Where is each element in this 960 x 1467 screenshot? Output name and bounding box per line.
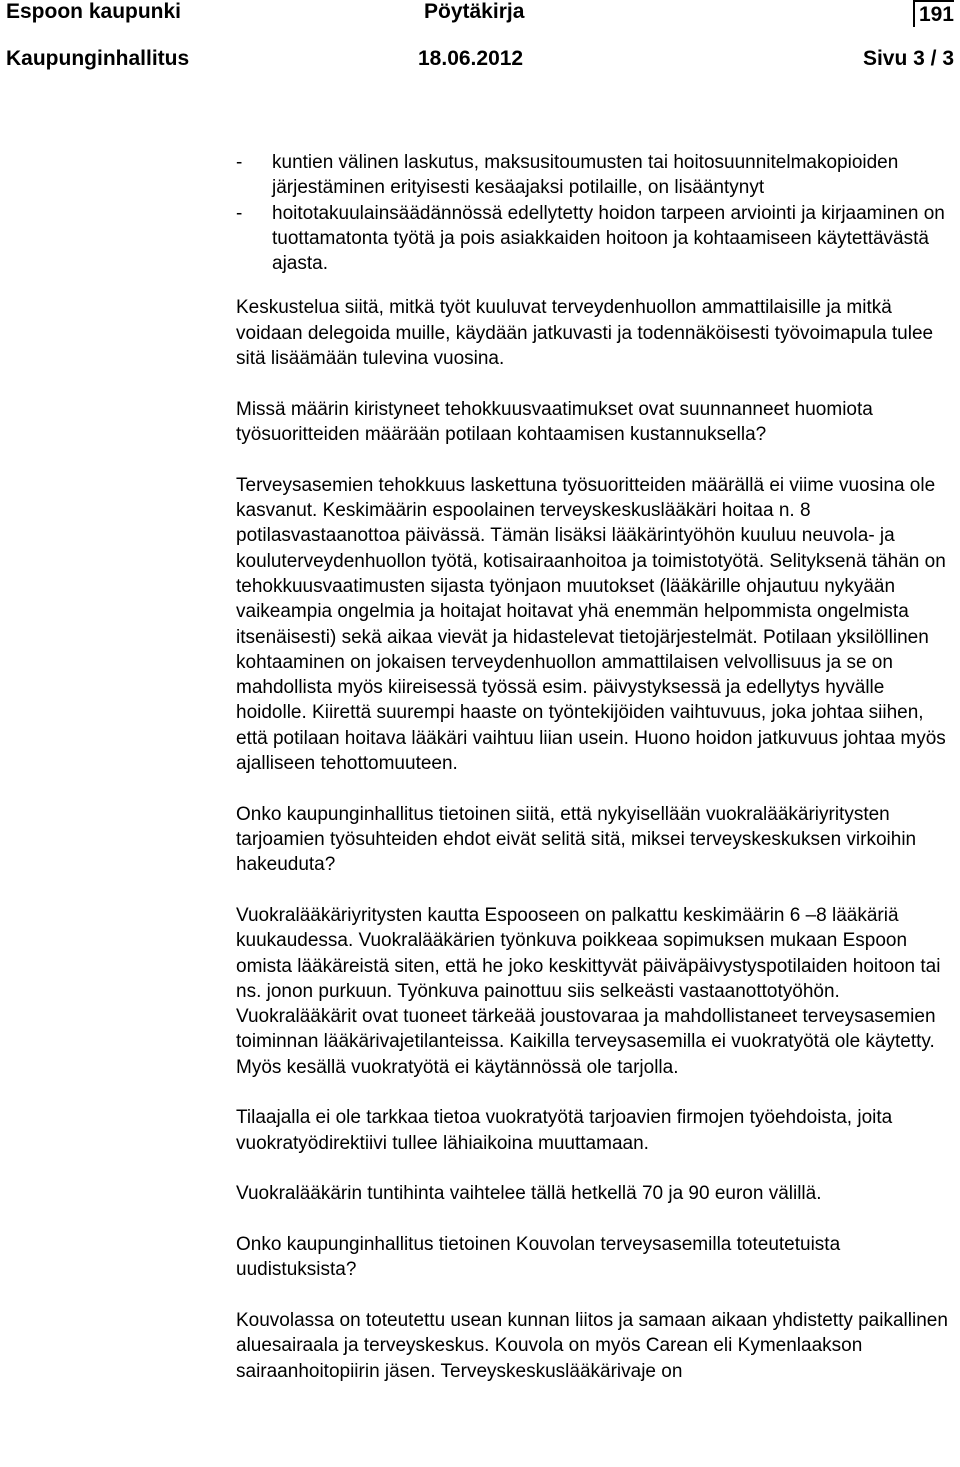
paragraph: Onko kaupunginhallitus tietoinen Kouvolan terveysasemilla toteutetuista uudistuksista? xyxy=(236,1234,841,1281)
meeting-date: 18.06.2012 xyxy=(418,47,524,70)
paragraph: Vuokralääkärin tuntihinta vaihtelee tällä hetkellä 70 ja 90 euron välillä. xyxy=(236,1183,822,1205)
bullet-list xyxy=(236,150,960,276)
paragraph: Vuokralääkäriyritysten kautta Espooseen on palkattu keskimäärin 6 –8 lääkäriä kuukaudessa. Vuokralääkärien työnkuva poikkeaa sopimuksen mukaan Espoon omista lääkäreistä siten, että he joko keskittyvät päiväpäivystyspotilaiden hoitoon tai ns. jonon purkuun. Työnkuva painottuu siis selkeästi vastaanottotyöhön. Vuokralääkärit ovat tuoneet tärkeää joustovaraa ja mahdollistaneet terveysasemien toiminnan lääkärivajetilanteissa. Kaikilla terveysasemilla ei vuokratyötä ole käytetty. Myös kesällä vuokratyötä ei käytännössä ole tarjolla. xyxy=(236,904,941,1078)
paragraph: Keskustelua siitä, mitkä työt kuuluvat terveydenhuollon ammattilaisille ja mitkä voidaan delegoida muille, käydään jatkuvasti ja todennäköisesti työvoimapula tulee sitä lisäämään tulevina vuosina. xyxy=(236,297,934,370)
list-item: - hoitotakuulainsäädännössä edellytetty hoidon tarpeen arviointi ja kirjaaminen on tuottamatonta työtä ja pois asiakkaiden hoitoon ja kohtaamiseen käytettävästä ajasta. xyxy=(236,201,960,277)
council-name: Kaupunginhallitus xyxy=(6,47,190,70)
paragraph: Terveysasemien tehokkuus laskettuna työsuoritteiden määrällä ei viime vuosina ole kasvanut. Keskimäärin espoolainen terveyskeskuslääkäri hoitaa n. 8 potilasvastaanottoa päivässä. Tämän lisäksi lääkärintyöhön kuuluu neuvola- ja kouluterveydenhuollon työtä, kotisairaanhoitoa ja toimistotyötä. Selityksenä tähän on tehokkuusvaatimusten sijasta työnjaon muutokset (lääkärille ohjautuu nykyään vaikeampia ongelmia ja hoitajat hoitavat yhä enemmän helpommista ongelmista itsenäisesti) sekä aikaa vievät ja hidastelevat tietojärjestelmät. Potilaan yksilöllinen kohtaaminen on jokaisen terveydenhuollon ammattilaisen velvollisuus ja se on mahdollista myös kiireisessä työssä esim. päivystyksessä ja edellytys hyvälle hoidolle. Kiirettä suurempi haaste on työntekijöiden vaihtuvuus, joka johtaa siihen, että potilaan hoitava lääkäri vaihtuu liian usein. Huono hoidon jatkuvuus johtaa myös ajalliseen tehottomuuteen. xyxy=(236,474,946,775)
paragraph: Missä määrin kiristyneet tehokkuusvaatimukset ovat suunnanneet huomiota työsuoritteiden määrään potilaan kohtaamisen kustannuksella? xyxy=(236,398,873,446)
page-indicator: Sivu 3 / 3 xyxy=(862,47,954,70)
paragraph: Tilaajalla ei ole tarkkaa tietoa vuokratyötä tarjoavien firmojen työehdoista, joita vuokratyödirektiivi tullee lähiaikoina muuttamaan. xyxy=(236,1107,893,1154)
city-name: Espoon kaupunki xyxy=(6,0,182,23)
document-type: Pöytäkirja xyxy=(424,0,525,23)
document-body xyxy=(236,150,960,1409)
list-item: - kuntien välinen laskutus, maksusitoumusten tai hoitosuunnitelmakopioiden järjestäminen erityisesti kesäajaksi potilaille, on lisääntynyt xyxy=(236,150,960,201)
paragraph: Kouvolassa on toteutettu usean kunnan liitos ja samaan aikaan yhdistetty paikallinen aluesairaala ja terveyskeskus. Kouvola on myös Carean eli Kymenlaakson sairaanhoitopiirin jäsen. Terveyskeskuslääkärivaje on xyxy=(236,1310,948,1382)
paragraph: Onko kaupunginhallitus tietoinen siitä, että nykyisellään vuokralääkäriyritysten tarjoamien työsuhteiden ehdot eivät selitä sitä, miksei terveyskeskuksen virkoihin hakeuduta? xyxy=(236,803,917,876)
page-number: 191 xyxy=(913,0,954,27)
